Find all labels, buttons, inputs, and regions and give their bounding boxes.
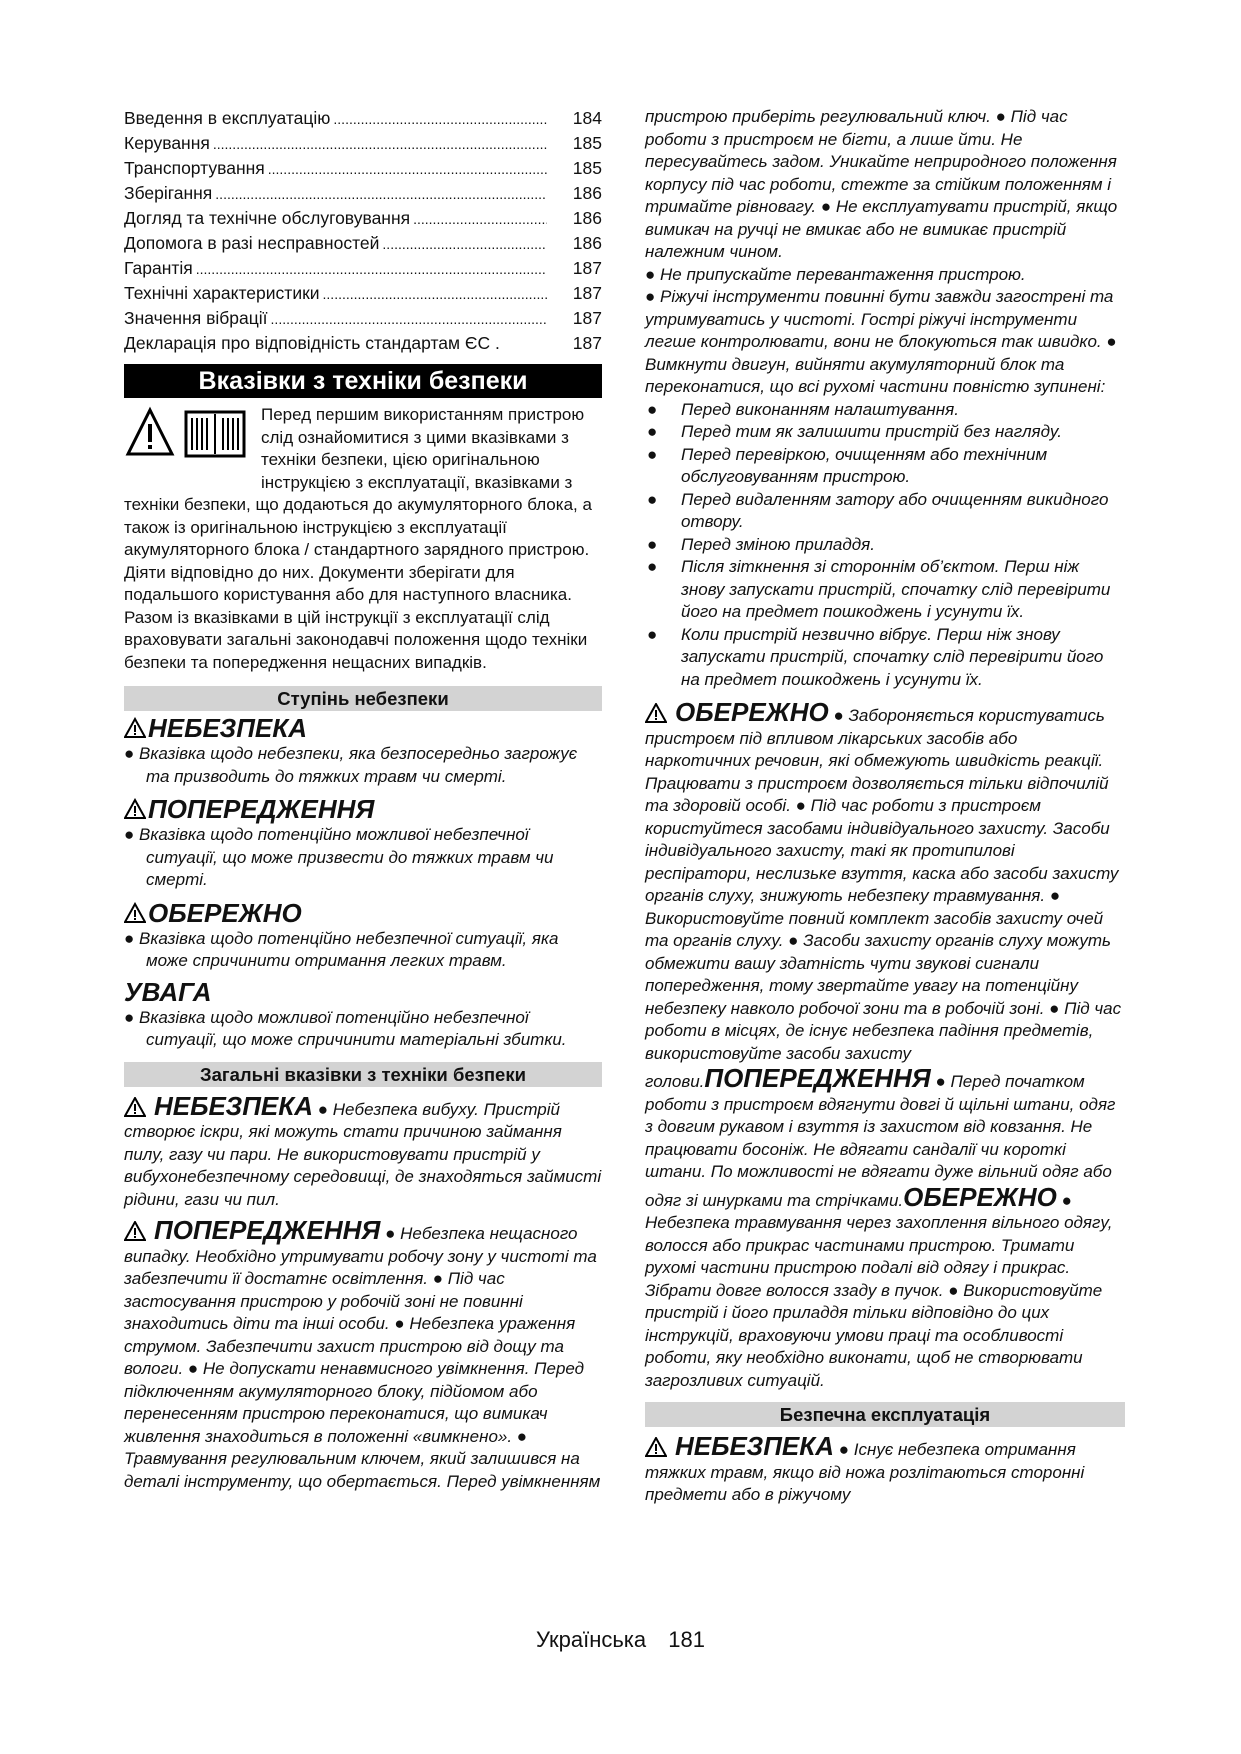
danger-levels <box>124 686 602 1052</box>
list-item: ● Перед перевіркою, очищенням або технічним обслуговуванням пристрою. <box>647 444 1048 486</box>
toc-row[interactable]: Керування ..... 185 <box>124 131 602 156</box>
page-footer <box>0 1627 1241 1653</box>
danger-text: ● Вказівка щодо небезпеки, яка безпосередньо загрожує та призводить до тяжких травм чи смерті. <box>124 744 578 786</box>
toc-row[interactable]: Транспортування ..... 185 <box>124 156 602 181</box>
footer-language: Українська <box>536 1627 647 1652</box>
toc-row[interactable]: Введення в експлуатацію ..... 184 <box>124 106 602 131</box>
list-item: ● Перед виконанням налаштування. <box>647 399 959 419</box>
section-title: Вказівки з техніки безпеки <box>124 364 602 398</box>
general-warning: ПОПЕРЕДЖЕННЯ ● Небезпека нещасного випадку. Необхідно утримувати робочу зону у чистоті та забезпечити її достатнє освітлення. ● Під час застосування пристрою у робочій зоні не повинні знаходитись діти та інші особи. ● Небезпека ураження струмом. Забезпечити захист пристрою від дощу та вологи. ● Не допускати ненавмисного увімкнення. Перед підключенням акумуляторного блоку, підйомом або перенесенням пристрою переконатися, що вимикач живлення знаходиться в положенні «вимкнено». ● Травмування регулювальним ключем, який залишився на деталі інструменту, що обертається. Перед увімкненням <box>124 1215 601 1491</box>
warning-text: ● Вказівка щодо потенційно можливої небезпечної ситуації, що може призвести до тяжких травм чи смерті. <box>124 825 554 889</box>
warning-heading: ПОПЕРЕДЖЕННЯ <box>124 794 602 824</box>
warning-triangle-icon <box>124 717 146 739</box>
warning-triangle-icon <box>124 902 146 924</box>
right-column <box>645 106 1125 1507</box>
right-danger: НЕБЕЗПЕКА ● Існує небезпека отримання тяжких травм, якщо від ножа розлітаються сторонні предмети або в ріжучому <box>645 1431 1085 1504</box>
toc-row[interactable]: Зберігання ..... 186 <box>124 181 602 206</box>
danger-heading: НЕБЕЗПЕКА <box>124 713 602 743</box>
warning-triangle-icon <box>124 1097 146 1117</box>
general-heading: Загальні вказівки з техніки безпеки <box>124 1062 602 1087</box>
list-item: ● Після зіткнення зі стороннім об’єктом. Перш ніж знову запускати пристрій, спочатку слід перевірити його на предмет пошкоджень і усунути їх. <box>647 557 1111 621</box>
left-column <box>124 106 602 1493</box>
toc-row[interactable]: Декларація про відповідність стандартам ЄС . 187 <box>124 333 602 353</box>
warning-triangle-icon <box>645 703 667 723</box>
general-safety <box>124 1062 602 1494</box>
shutdown-list <box>645 399 1125 692</box>
toc-row[interactable]: Допомога в разі несправностей ..... 186 <box>124 231 602 256</box>
list-item: ● Перед видаленням затору або очищенням викидного отвору. <box>647 489 1109 531</box>
caution-text: ● Вказівка щодо потенційно небезпечної ситуації, яка може спричинити отримання легких травм. <box>124 928 559 970</box>
intro-icons <box>124 404 257 472</box>
caution-heading: ОБЕРЕЖНО <box>124 898 602 928</box>
list-item: ● Коли пристрій незвично вібрує. Перш ніж знову запускати пристрій, спочатку слід перевірити його на предмет пошкоджень і усунути їх. <box>647 624 1104 689</box>
danger-levels-heading: Ступінь небезпеки <box>124 686 602 711</box>
warning-triangle-icon <box>124 1221 146 1241</box>
right-p2: ● Не припускайте перевантаження пристрою. <box>645 264 1026 284</box>
toc-row[interactable]: Догляд та технічне обслуговування ..... 186 <box>124 206 602 231</box>
list-item: ● Перед тим як залишити пристрій без нагляду. <box>647 422 1062 441</box>
intro-lead: Перед першим використанням пристрою слід ознайомитися з цими вказівками з техніки безпеки, цією оригінальною інструкцією з експлуатації, вказівками з техніки безпеки, що додаються до акумуляторного блока, а також із оригінальною інструкцією з експлуатації акумуляторного блока / стандартного зарядного пристрою. Діяти відповідно до них. Документи зберігати для подальшого користування або для наступного власника. <box>124 405 592 604</box>
intro <box>124 404 602 674</box>
right-p1: пристрою приберіть регулювальний ключ. ● Під час роботи з пристроєм не бігти, а лише йти. Не пересувайтесь задом. Уникайте неприродного положення корпусу під час роботи, стежте за стійким положенням і тримайте рівновагу. ● Не експлуатувати пристрій, якщо вимикач на ручці не вмикає або не вимикає пристрій належним чином. <box>645 107 1118 261</box>
warning-manual-icon <box>124 404 257 464</box>
notice-text: ● Вказівка щодо можливої потенційно небезпечної ситуації, що може спричинити матеріальні збитки. <box>124 1007 567 1049</box>
toc-row[interactable]: Гарантія ..... 187 <box>124 256 602 281</box>
toc-row[interactable]: Значення вібрації ..... 187 <box>124 306 602 331</box>
safe-operation-heading: Безпечна експлуатація <box>645 1402 1125 1427</box>
notice-heading: УВАГА <box>124 976 212 1007</box>
right-p3: ● Ріжучі інструменти повинні бути завжди загострені та утримуватись у чистоті. Гострі ріжучі інструменти легше контролювати, вони не блокуються так швидко. ● Вимкнути двигун, вийняти акумуляторний блок та переконатися, що всі рухомі частини повністю зупинені: <box>645 287 1117 396</box>
warning-triangle-icon <box>124 798 146 820</box>
list-item: ● Перед зміною приладдя. <box>647 534 875 554</box>
table-of-contents <box>124 106 602 356</box>
page-number: 181 <box>668 1627 705 1652</box>
general-danger: НЕБЕЗПЕКА ● Небезпека вибуху. Пристрій створює іскри, які можуть стати причиною займання пилу, газу чи пари. Не використовувати пристрій у вибухонебезпечному середовищі, де знаходяться займисті рідини, гази чи пил. <box>124 1090 602 1209</box>
warning-triangle-icon <box>645 1437 667 1457</box>
toc-row[interactable]: Технічні характеристики ..... 187 <box>124 281 602 306</box>
intro-p2: Разом із вказівками в цій інструкції з експлуатації слід враховувати загальні законодавчі положення щодо техніки безпеки та попередження нещасних випадків. <box>124 607 588 672</box>
right-caution: ОБЕРЕЖНО ● Забороняється користуватись пристроєм під впливом лікарських засобів або наркотичних речовин, які обмежують швидкість реакції. Працювати з пристроєм дозволяється тільки відпочилій та здоровій особі. ● Під час роботи з пристроєм користуйтеся засобами індивідуального захисту. Засоби індивідуального захисту, такі як протипилові респіратори, неслизьке взуття, каска або засоби захисту органів слуху, знижують небезпеку травмування. ● Використовуйте повний комплект засобів захисту очей та органів слуху. ● Засоби захисту органів слуху можуть обмежити вашу здатність чути звукові сигнали попередження, тому звертайте увагу на потенційну небезпеку навколо робочої зони та в робочій зоні. ● Під час роботи в місцях, де існує небезпека падіння предметів, використовуйте засоби захисту голови.ПОПЕРЕДЖЕННЯ ● Перед початком роботи з пристроєм вдягнути довгі й щільні штани, одяг з довгим рукавом і взуття із захистом від ковзання. Не працювати босоніж. Не вдягати сандалії чи короткі штани. По можливості не вдягати дуже вільний одяг або одяг зі шнурками та стрічками.ОБЕРЕЖНО ● Небезпека травмування через захоплення вільного одягу, волосся або прикрас частинами пристрою. Тримати рухомі частини пристрою подалі від одягу і прикрас. Зібрати довге волосся ззаду в пучок. ● Використовуйте пристрій і його приладдя тільки відповідно до цих інструкцій, враховуючи умови праці та особливості роботи, яку необхідно виконати, щоб не створювати загрозливих ситуацій. <box>645 697 1122 1390</box>
